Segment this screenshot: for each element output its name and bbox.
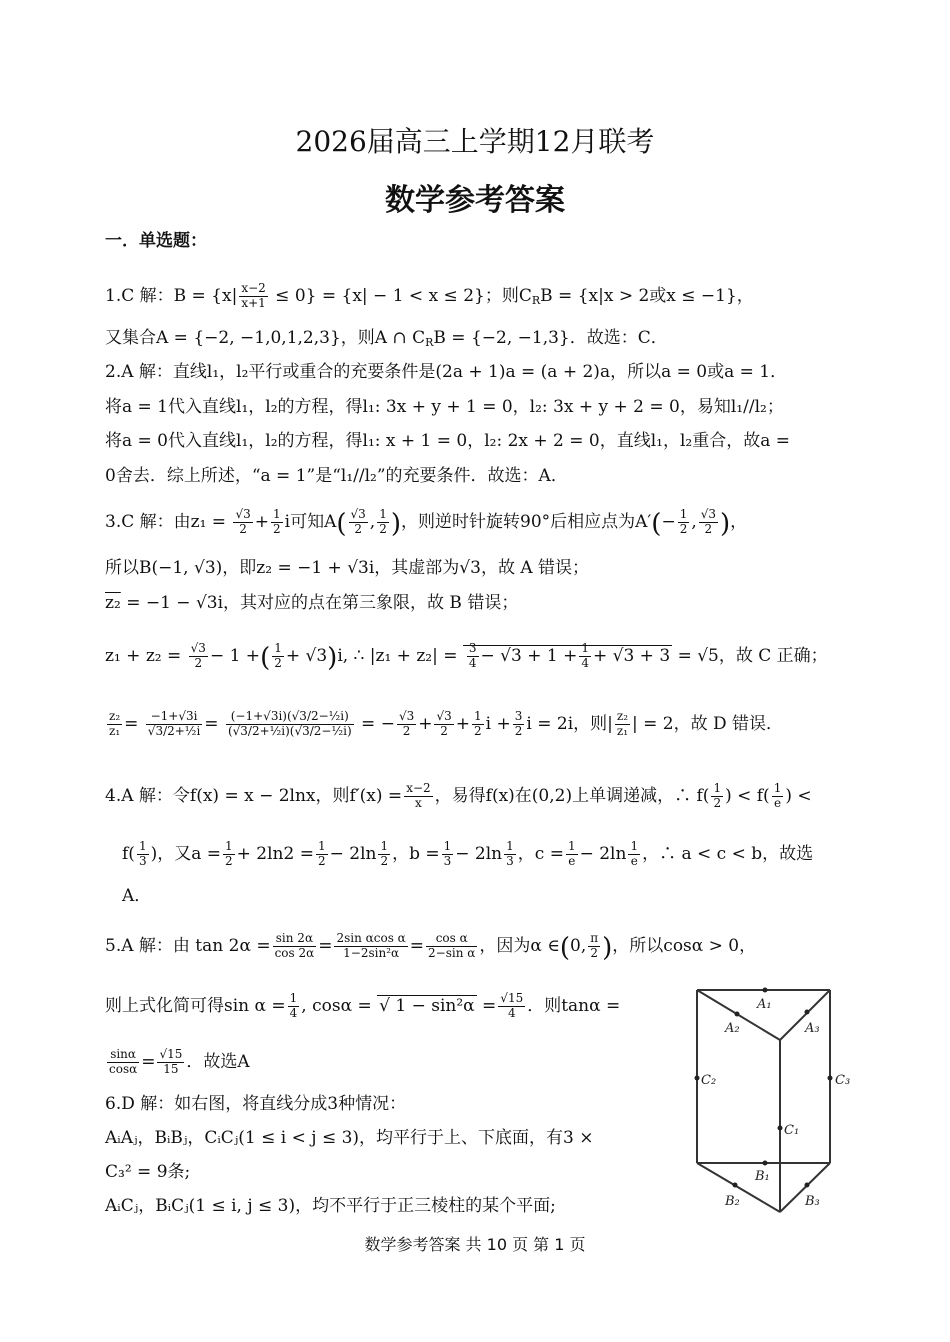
q4-line2: f( $\frac{1}{3}$ )，又a = $\frac{1}{2}$ + 2ln2 = $\frac{1}{2}$ − 2ln $\frac{1}{2}$ ，b = $\frac{1}{3}$ − 2ln $\frac{1}{3}$ ，c = $\frac{1}{e}$ − 2ln $\frac{1}{e}$ ，∴ a < c < b，故选 [122, 839, 814, 868]
q2-line2: 将a = 1代入直线l₁，l₂的方程，得l₁: 3x + y + 1 = 0，l₂: 3x + y + 2 = 0，易知l₁//l₂； [105, 397, 784, 417]
label-a1: A₁ [757, 997, 772, 1012]
q6-line2: AᵢAⱼ，BᵢBⱼ，CᵢCⱼ(1 ≤ i < j ≤ 3)，均平行于上、下底面，有3 × [105, 1128, 594, 1148]
q5-line2: 则上式化简可得sin α = $\frac{1}{4}$ , cosα = √ 1 − sin²α = $\frac{√15}{4}$ ．则tanα = [105, 991, 621, 1020]
point-a3 [805, 1010, 810, 1015]
q3-line1: 3.C 解：由z₁ = $\frac{√3}{2}$ + $\frac{1}{2}$ i可知A( $\frac{√3}{2}$ , $\frac{1}{2}$ )，则逆时针旋转90°后相应点为A′(− $\frac{1}{2}$ , $\frac{√3}{2}$ )， [105, 507, 748, 539]
label-a2: A₂ [725, 1021, 740, 1036]
label-a3: A₃ [805, 1021, 820, 1036]
point-c1 [778, 1126, 783, 1131]
q3-line2: 所以B(−1, √3)，即z₂ = −1 + √3i，其虚部为√3，故 A 错误； [105, 558, 590, 578]
point-c3 [828, 1076, 833, 1081]
point-b1 [763, 1161, 768, 1166]
prism-figure [685, 980, 860, 1220]
q4-line3: A． [122, 886, 152, 906]
q6-line3: C₃² = 9条; [105, 1162, 191, 1182]
point-c2 [695, 1076, 700, 1081]
point-a1 [763, 988, 768, 993]
q2-line4: 0舍去．综上所述，“a = 1”是“l₁//l₂”的充要条件．故选：A． [105, 466, 568, 486]
q5-line3: $\frac{\sin\alpha}{\cos\alpha}$ = $\frac{√15}{15}$ ．故选A [109, 1047, 250, 1076]
q2-line1: 2.A 解：直线l₁，l₂平行或重合的充要条件是(2a + 1)a = (a + 2)a，所以a = 0或a = 1． [105, 362, 788, 382]
point-a2 [735, 1012, 740, 1017]
q6-line1: 6.D 解：如右图，将直线分成3种情况： [105, 1094, 407, 1114]
page-subtitle: 数学参考答案 [385, 183, 565, 218]
page-title: 2026届高三上学期12月联考 [295, 125, 655, 158]
q4-line1: 4.A 解：令f(x) = x − 2lnx，则f′(x) = $\frac{x-2}{x}$ ，易得f(x)在(0,2)上单调递减，∴ f( $\frac{1}{2}$ ) < f( $\frac{1}{e}$ ) < [105, 781, 812, 810]
label-c3: C₃ [835, 1073, 851, 1088]
q2-line3: 将a = 0代入直线l₁，l₂的方程，得l₁: x + 1 = 0，l₂: 2x + 2 = 0，直线l₁，l₂重合，故a = [105, 431, 791, 451]
label-b1: B₁ [755, 1169, 770, 1184]
point-b3 [805, 1183, 810, 1188]
q3-line5: $\frac{\text{z₂}}{\text{z₁}}$ = $\frac{-1+√3i}{\text{√3/2+½i}}$ = $\frac{\text{(−1+√3i)(√3/2−½i)}}{\text{(√3/2+½i)(√3/2−½i)}}$ = − $\frac{√3}{2}$ + $\frac{√3}{2}$ + $\frac{1}{2}$ i + $\frac{3}{2}$ i = 2i，则| $\frac{\text{z₂}}{\text{z₁}}$ | = 2，故 D 错误． [109, 709, 784, 738]
point-b2 [733, 1183, 738, 1188]
q5-line1: 5.A 解：由 tan 2α = $\frac{\sin 2\alpha}{\cos 2\alpha}$ = $\frac{\text{2sin αcos α}}{\text{1−2sin²α}}$ = $\frac{\text{cos α}}{\text{2−sin α}}$ ，因为α ∈(0, $\frac{\pi}{2}$ )，所以cosα > 0， [105, 931, 757, 963]
q3-line3: z₂ = −1 − √3i，其对应的点在第三象限，故 B 错误； [105, 593, 519, 613]
q1-line2: 又集合A = {−2, −1,0,1,2,3}，则A ∩ $C_RB = \{-2$, −1,3}．故选：C． [105, 328, 668, 349]
label-b3: B₃ [805, 1194, 820, 1209]
q1-line1: 1.C 解：B = {x| $\frac{x-2}{x+1}$ ≤ 0} = {x| − 1 < x ≤ 2}；则$C_RB = \{x|x > 2$或x ≤ −1}， [105, 281, 754, 310]
page-footer: 数学参考答案 共 10 页 第 1 页 [364, 1235, 586, 1254]
q6-line4: AᵢCⱼ，BᵢCⱼ(1 ≤ i, j ≤ 3)，均不平行于正三棱柱的某个平面; [105, 1196, 556, 1216]
label-c2: C₂ [701, 1073, 717, 1088]
q3-line4: z₁ + z₂ = $\frac{√3}{2}$ − 1 +( $\frac{1}{2}$ + √3)i, ∴ |z₁ + z₂| = $\frac{3}{4}$ − √3 + 1 + $\frac{1}{4}$ + √3 + 3 = √5，故 C 正确； [105, 641, 828, 673]
label-c1: C₁ [784, 1123, 800, 1138]
section-heading: 一．单选题： [105, 231, 207, 251]
label-b2: B₂ [725, 1194, 740, 1209]
